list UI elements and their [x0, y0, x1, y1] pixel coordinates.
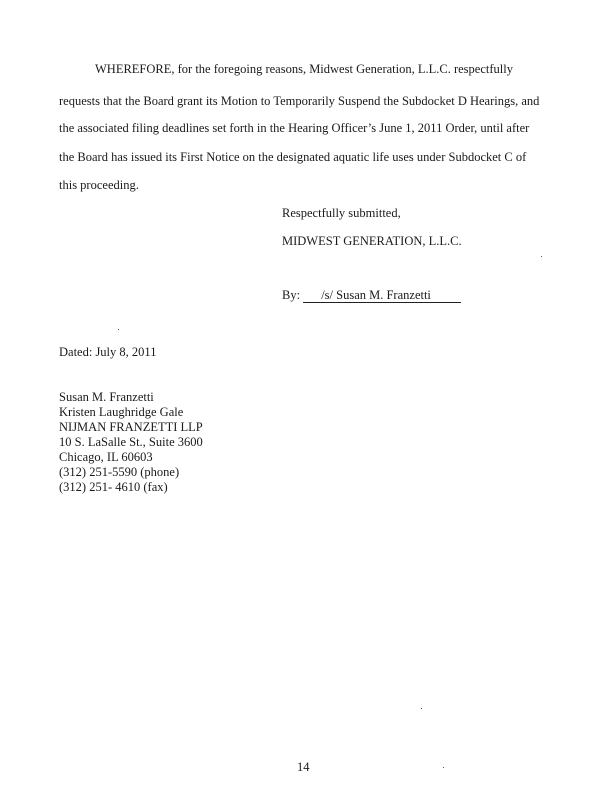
- scan-speck: [541, 256, 542, 257]
- address-line-4: 10 S. LaSalle St., Suite 3600: [59, 435, 203, 449]
- scan-speck: [421, 708, 422, 709]
- signer-name: /s/ Susan M. Franzetti: [303, 288, 461, 303]
- closing-text: Respectfully submitted,: [282, 206, 401, 220]
- by-label: By:: [282, 288, 301, 302]
- body-line-2: requests that the Board grant its Motion to Temporarily Suspend the Subdocket D Hearings, and: [59, 94, 540, 108]
- page-number: 14: [297, 760, 310, 774]
- dated-line: Dated: July 8, 2011: [59, 345, 157, 359]
- body-line-5: this proceeding.: [59, 178, 139, 192]
- scan-speck: [118, 329, 119, 330]
- address-line-6: (312) 251-5590 (phone): [59, 465, 180, 479]
- body-line-4: the Board has issued its First Notice on the designated aquatic life uses under Subdocket C of: [59, 150, 527, 164]
- address-line-3: NIJMAN FRANZETTI LLP: [59, 420, 203, 434]
- body-line-3: the associated filing deadlines set forth in the Hearing Officer’s June 1, 2011 Order, until after: [59, 121, 530, 135]
- signature-line: [282, 288, 461, 303]
- address-line-5: Chicago, IL 60603: [59, 450, 153, 464]
- address-line-1: Susan M. Franzetti: [59, 390, 154, 404]
- address-line-7: (312) 251- 4610 (fax): [59, 480, 168, 494]
- scan-speck: [443, 767, 444, 768]
- company-name: MIDWEST GENERATION, L.L.C.: [282, 234, 462, 248]
- body-line-1: WHEREFORE, for the foregoing reasons, Midwest Generation, L.L.C. respectfully: [95, 62, 513, 76]
- address-line-2: Kristen Laughridge Gale: [59, 405, 184, 419]
- address-block: [59, 390, 203, 495]
